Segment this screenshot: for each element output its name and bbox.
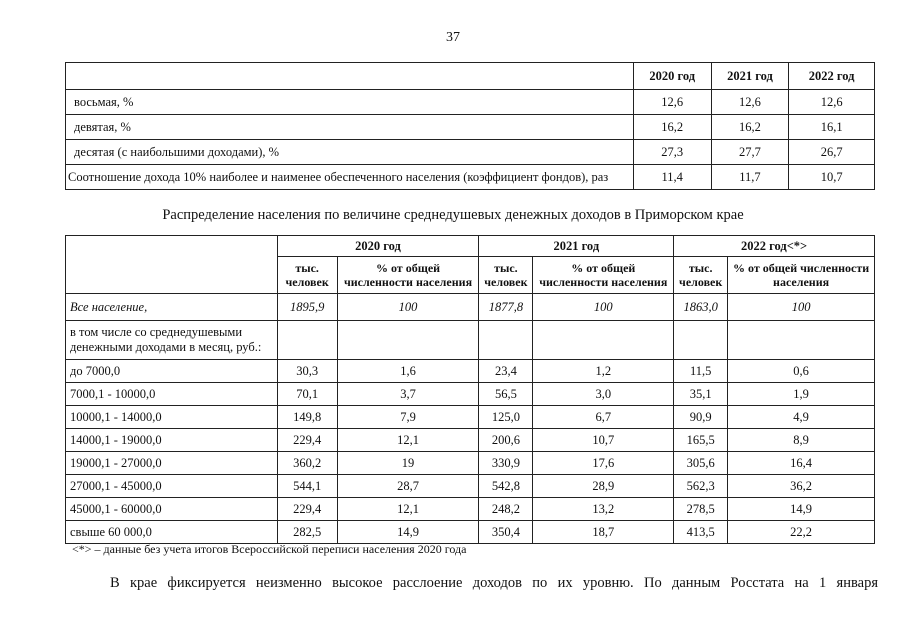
row-label: свыше 60 000,0 xyxy=(66,521,278,544)
header-2020: 2020 год xyxy=(633,63,711,90)
table-cell: 1895,9 xyxy=(277,294,337,321)
table-cell: 12,1 xyxy=(337,429,479,452)
table-cell: 28,7 xyxy=(337,475,479,498)
table-caption: Распределение населения по величине среднедушевых денежных доходов в Приморском крае xyxy=(162,207,744,223)
table-cell: 8,9 xyxy=(728,429,875,452)
cell-2020: 12,6 xyxy=(633,90,711,115)
header-2021: 2021 год xyxy=(711,63,789,90)
table-cell: 18,7 xyxy=(533,521,674,544)
header-2021: 2021 год xyxy=(479,236,674,257)
table-cell: 200,6 xyxy=(479,429,533,452)
table-cell: 7,9 xyxy=(337,406,479,429)
table-row xyxy=(66,90,875,115)
table-cell: 16,4 xyxy=(728,452,875,475)
table-row xyxy=(66,521,875,544)
row-label: 7000,1 - 10000,0 xyxy=(66,383,278,406)
table-cell: 3,7 xyxy=(337,383,479,406)
table-row xyxy=(66,452,875,475)
income-distribution-table xyxy=(65,235,875,544)
row-label: 19000,1 - 27000,0 xyxy=(66,452,278,475)
header-2020: 2020 год xyxy=(277,236,479,257)
table-header-row xyxy=(66,63,875,90)
table-cell: 149,8 xyxy=(277,406,337,429)
year-header-row xyxy=(66,236,875,257)
table-cell: 562,3 xyxy=(674,475,728,498)
table-cell: 11,5 xyxy=(674,360,728,383)
table-cell: 12,1 xyxy=(337,498,479,521)
table-cell: 1,2 xyxy=(533,360,674,383)
table-row xyxy=(66,498,875,521)
cell-2020: 27,3 xyxy=(633,140,711,165)
cell-2021: 16,2 xyxy=(711,115,789,140)
table-cell: 305,6 xyxy=(674,452,728,475)
table-cell: 350,4 xyxy=(479,521,533,544)
table-cell: 22,2 xyxy=(728,521,875,544)
total-row xyxy=(66,294,875,321)
table-cell: 278,5 xyxy=(674,498,728,521)
table-cell: 35,1 xyxy=(674,383,728,406)
table-row xyxy=(66,115,875,140)
cell-2021: 27,7 xyxy=(711,140,789,165)
header-empty-cell xyxy=(66,236,278,294)
table-cell: 14,9 xyxy=(337,521,479,544)
table-row xyxy=(66,429,875,452)
cell-2022: 12,6 xyxy=(789,90,875,115)
cell-2021: 12,6 xyxy=(711,90,789,115)
table-cell: 125,0 xyxy=(479,406,533,429)
table-cell: 1877,8 xyxy=(479,294,533,321)
cell-2020: 11,4 xyxy=(633,165,711,190)
subheader-percent: % от общей численности населения xyxy=(728,257,875,294)
table-cell: 413,5 xyxy=(674,521,728,544)
table-cell: 1863,0 xyxy=(674,294,728,321)
row-label: Все население, xyxy=(66,294,278,321)
table-row xyxy=(66,383,875,406)
table-cell: 90,9 xyxy=(674,406,728,429)
table-cell: 282,5 xyxy=(277,521,337,544)
table-cell: 14,9 xyxy=(728,498,875,521)
row-label: восьмая, % xyxy=(66,90,634,115)
table-cell: 19 xyxy=(337,452,479,475)
table-row xyxy=(66,406,875,429)
deciles-table xyxy=(65,62,875,190)
row-label: девятая, % xyxy=(66,115,634,140)
table-cell: 23,4 xyxy=(479,360,533,383)
page-number: 37 xyxy=(446,30,460,45)
table-row xyxy=(66,165,875,190)
footnote: <*> – данные без учета итогов Всероссийской переписи населения 2020 года xyxy=(72,542,467,556)
table-cell: 56,5 xyxy=(479,383,533,406)
table-cell: 100 xyxy=(728,294,875,321)
table-cell: 28,9 xyxy=(533,475,674,498)
subheader-percent: % от общей численности населения xyxy=(533,257,674,294)
subheader-percent: % от общей численности населения xyxy=(337,257,479,294)
table-cell: 13,2 xyxy=(533,498,674,521)
table-cell: 1,9 xyxy=(728,383,875,406)
table-cell: 542,8 xyxy=(479,475,533,498)
subheader-thousands: тыс. человек xyxy=(277,257,337,294)
table-cell: 544,1 xyxy=(277,475,337,498)
group-label: в том числе со среднедушевыми денежными доходами в месяц, руб.: xyxy=(66,321,278,360)
table-cell: 229,4 xyxy=(277,429,337,452)
table-row xyxy=(66,360,875,383)
table-cell: 3,0 xyxy=(533,383,674,406)
subheader-thousands: тыс. человек xyxy=(479,257,533,294)
table-cell: 10,7 xyxy=(533,429,674,452)
table-cell: 1,6 xyxy=(337,360,479,383)
table-cell: 248,2 xyxy=(479,498,533,521)
table-cell: 6,7 xyxy=(533,406,674,429)
header-empty-cell xyxy=(66,63,634,90)
table-cell: 70,1 xyxy=(277,383,337,406)
row-label: 45000,1 - 60000,0 xyxy=(66,498,278,521)
table-cell: 36,2 xyxy=(728,475,875,498)
table-row xyxy=(66,475,875,498)
table-cell: 4,9 xyxy=(728,406,875,429)
table-cell: 0,6 xyxy=(728,360,875,383)
header-2022: 2022 год<*> xyxy=(674,236,875,257)
cell-2022: 16,1 xyxy=(789,115,875,140)
cell-2022: 26,7 xyxy=(789,140,875,165)
row-label: до 7000,0 xyxy=(66,360,278,383)
cell-2020: 16,2 xyxy=(633,115,711,140)
row-label: 10000,1 - 14000,0 xyxy=(66,406,278,429)
header-2022: 2022 год xyxy=(789,63,875,90)
cell-2022: 10,7 xyxy=(789,165,875,190)
table-cell: 100 xyxy=(533,294,674,321)
table-cell: 330,9 xyxy=(479,452,533,475)
table-cell: 17,6 xyxy=(533,452,674,475)
subheader-thousands: тыс. человек xyxy=(674,257,728,294)
table-row xyxy=(66,140,875,165)
row-label: Соотношение дохода 10% наиболее и наименее обеспеченного населения (коэффициент фондов), раз xyxy=(66,165,634,190)
table-cell: 30,3 xyxy=(277,360,337,383)
table-cell: 360,2 xyxy=(277,452,337,475)
group-label-row xyxy=(66,321,875,360)
row-label: 27000,1 - 45000,0 xyxy=(66,475,278,498)
row-label: 14000,1 - 19000,0 xyxy=(66,429,278,452)
cell-2021: 11,7 xyxy=(711,165,789,190)
table-cell: 165,5 xyxy=(674,429,728,452)
body-paragraph: В крае фиксируется неизменно высокое расслоение доходов по их уровню. По данным Росстата на 1 января xyxy=(110,575,878,591)
table-cell: 229,4 xyxy=(277,498,337,521)
row-label: десятая (с наибольшими доходами), % xyxy=(66,140,634,165)
table-cell: 100 xyxy=(337,294,479,321)
